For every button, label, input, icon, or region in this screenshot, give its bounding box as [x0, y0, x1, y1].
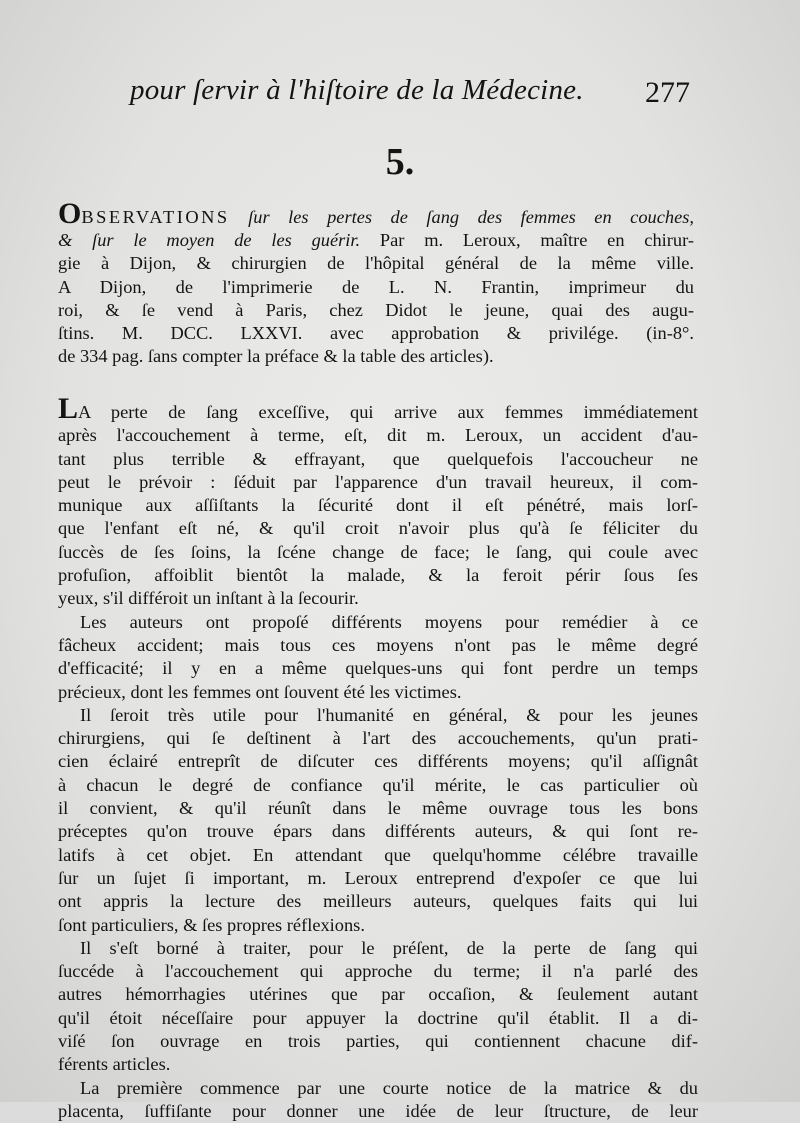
body-line: munique aux aſſiſtants la ſécurité dont il eſt pénétré, mais lorſ-	[58, 495, 698, 516]
body-line: autres hémorrhagies utérines que par occaſion, & ſeulement autant	[58, 984, 698, 1005]
citation-line	[58, 197, 694, 230]
citation-title-start: BSERVATIONS	[81, 207, 230, 227]
body-line: que l'enfant eſt né, & qu'il croit n'avoir plus qu'à ſe féliciter du	[58, 518, 698, 539]
body-line: La première commence par une courte notice de la matrice & du	[80, 1077, 698, 1098]
body-line: ſont particuliers, & ſes propres réflexions.	[58, 914, 365, 935]
citation-line: gie à Dijon, & chirurgien de l'hôpital général de la même ville.	[58, 253, 694, 274]
body-dropcap: L	[58, 392, 79, 425]
body-line: profuſion, affoiblit bientôt la malade, & la feroit périr ſous ſes	[58, 565, 698, 586]
citation-line: roi, & ſe vend à Paris, chez Didot le jeune, quai des augu-	[58, 299, 694, 320]
body-line: placenta, ſuffiſante pour donner une idée de leur ſtructure, de leur	[58, 1100, 698, 1121]
body-line: peut le prévoir : ſéduit par l'apparence d'un travail heureux, il com-	[58, 471, 698, 492]
citation-line: ſtins. M. DCC. LXXVI. avec approbation & privilége. (in-8°.	[58, 323, 694, 344]
body-line: ſuccéde à l'accouchement qui approche du terme; il n'a parlé des	[58, 961, 698, 982]
citation-dropcap: O	[58, 197, 82, 230]
body-line: précieux, dont les femmes ont ſouvent été les victimes.	[58, 681, 462, 702]
body-line: viſé ſon ouvrage en trois parties, qui contiennent chacune dif-	[58, 1031, 698, 1052]
citation-line: A Dijon, de l'imprimerie de L. N. Frantin, imprimeur du	[58, 276, 694, 297]
body-line: LA perte de ſang exceſſive, qui arrive aux femmes immédiatement	[58, 392, 698, 425]
body-line: d'efficacité; il y en a même quelques-uns qui font perdre un temps	[58, 658, 698, 679]
citation-author: Par m. Leroux, maître en chirur-	[360, 230, 694, 251]
body-line: à chacun le degré de confiance qu'il mérite, le cas particulier où	[58, 774, 698, 795]
body-line: préceptes qu'on trouve épars dans différents auteurs, & qui ſont re-	[58, 821, 698, 842]
body-line: cien éclairé entreprît de diſcuter ces différents moyens; qu'il aſſignât	[58, 751, 698, 772]
body-line: après l'accouchement à terme, eſt, dit m. Leroux, un accident d'au-	[58, 425, 698, 446]
body-line: fâcheux accident; mais tous ces moyens n'ont pas le même degré	[58, 634, 698, 655]
body-line: ſur un ſujet ſi important, m. Leroux entreprend d'expoſer ce que lui	[58, 867, 698, 888]
body-line: tant plus terrible & effrayant, que quelquefois l'accoucheur ne	[58, 448, 698, 469]
citation-line	[58, 229, 694, 252]
body-line: Il ſeroit très utile pour l'humanité en général, & pour les jeunes	[80, 704, 698, 725]
article-body	[58, 392, 698, 1123]
article-number: 5.	[385, 141, 415, 183]
body-line: il convient, & qu'il réunît dans le même ouvrage tous les bons	[58, 798, 698, 819]
running-title: pour ſervir à l'hiſtoire de la Médecine.	[130, 74, 584, 106]
page-header	[130, 74, 690, 114]
body-line: latifs à cet objet. En attendant que quelqu'homme célébre travaille	[58, 844, 698, 865]
citation-line: de 334 pag. ſans compter la préface & la table des articles).	[58, 346, 494, 367]
page-number: 277	[645, 76, 690, 109]
body-line: férents articles.	[58, 1054, 171, 1075]
citation-title-rest: ſur les pertes de ſang des femmes en couches,	[229, 207, 694, 227]
body-line: ſuccès de ſes ſoins, la ſcéne change de face; le ſang, qui coule avec	[58, 541, 698, 562]
body-line: chirurgiens, qui ſe deſtinent à l'art des accouchements, qu'un prati-	[58, 728, 698, 749]
bibliographic-citation	[58, 197, 694, 368]
body-line: Il s'eſt borné à traiter, pour le préſent, de la perte de ſang qui	[80, 937, 698, 958]
body-line: ont appris la lecture des meilleurs auteurs, quelques faits qui lui	[58, 891, 698, 912]
citation-title-end: & ſur le moyen de les guérir.	[58, 230, 361, 251]
body-line: qu'il étoit néceſſaire pour appuyer la doctrine qu'il établit. Il a di-	[58, 1007, 698, 1028]
body-line: yeux, s'il différoit un inſtant à la ſecourir.	[58, 588, 359, 609]
body-line: Les auteurs ont propoſé différents moyens pour remédier à ce	[80, 611, 698, 632]
